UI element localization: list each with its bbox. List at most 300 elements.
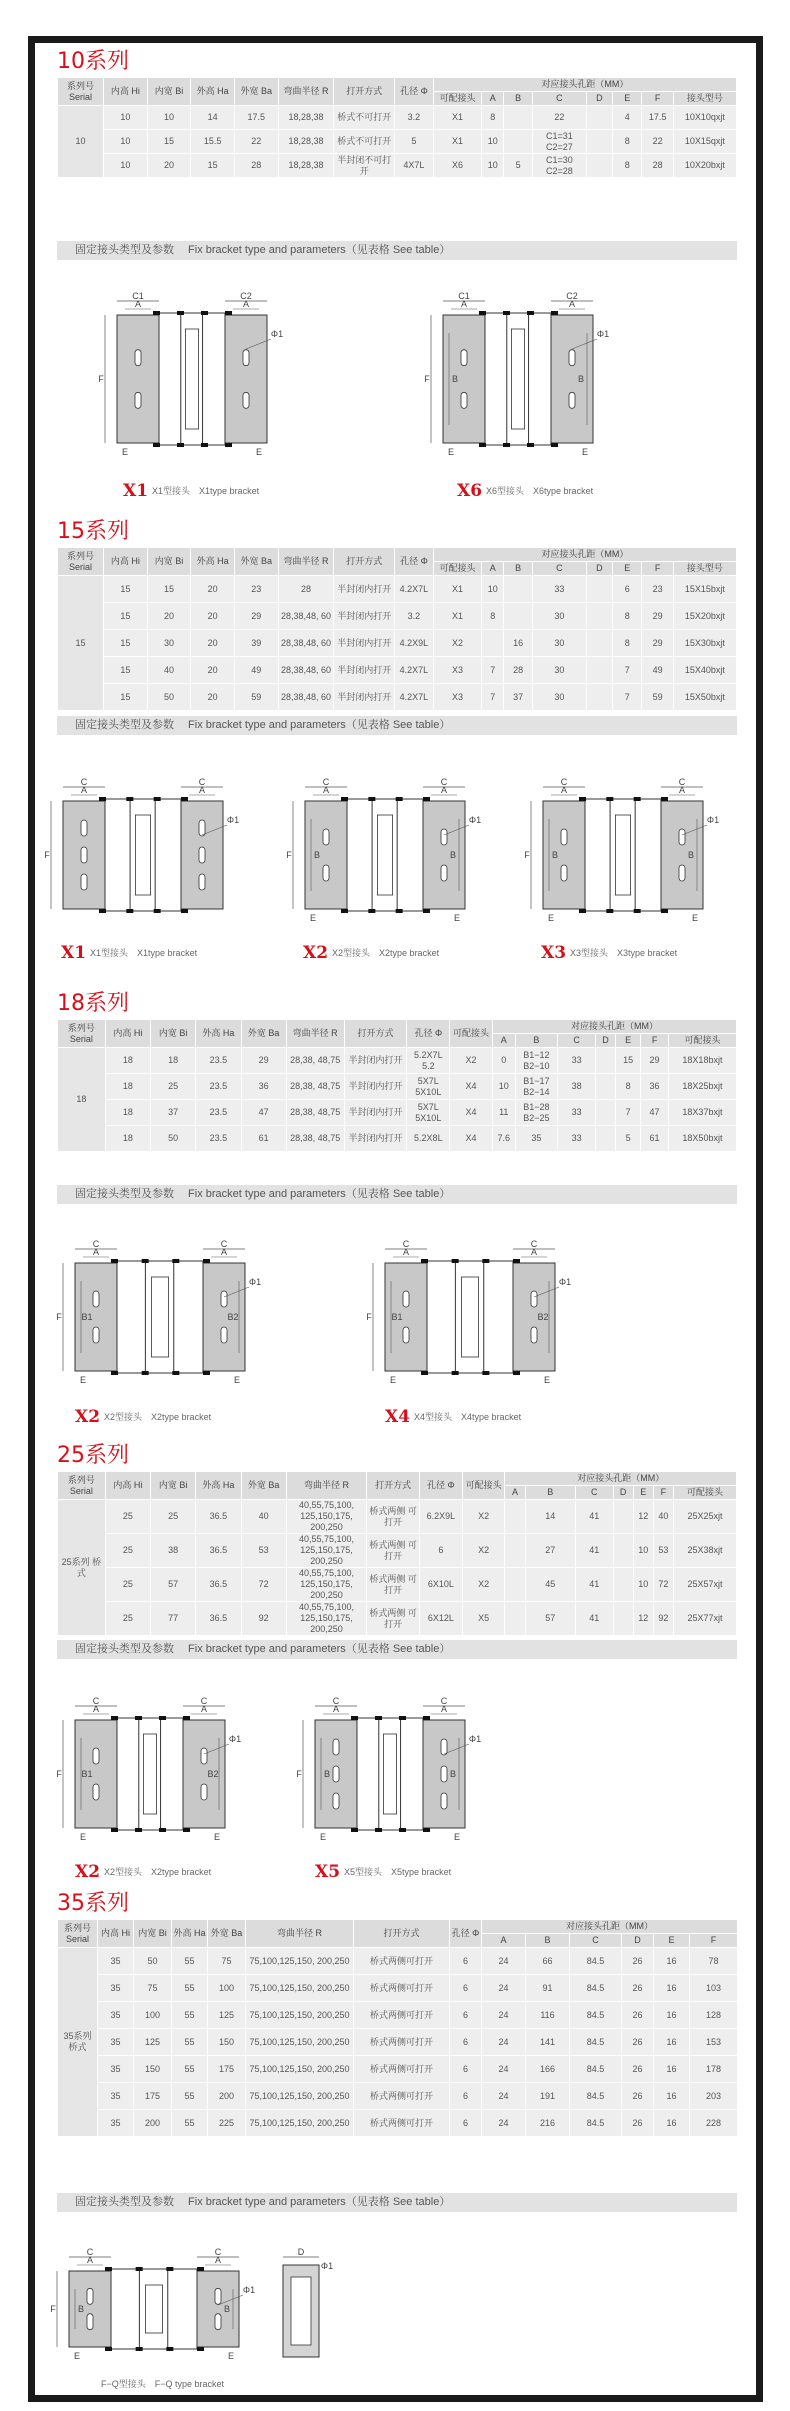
col-header: B — [525, 1486, 575, 1500]
table-cell: 半封闭内打开 — [344, 1074, 407, 1100]
table-cell: 178 — [690, 2056, 738, 2083]
table-cell: 0 — [492, 1048, 515, 1074]
serial-cell: 15 — [58, 576, 104, 711]
table-cell: 15 — [147, 130, 191, 154]
mount-hole — [561, 865, 567, 881]
table-cell: 55 — [172, 2110, 208, 2137]
bracket-diagram — [423, 293, 613, 463]
chain-pin — [513, 1371, 520, 1375]
dimension-label: B — [449, 1769, 457, 1779]
table-cell: X1 — [433, 130, 482, 154]
series-title: 35系列 — [57, 1891, 129, 1916]
link-window — [511, 329, 524, 429]
dimension-label: F — [424, 374, 430, 384]
series-title: 10系列 — [57, 49, 129, 74]
dimension-label: A — [214, 2255, 222, 2265]
dimension-label: F — [296, 1769, 302, 1779]
dimension-label: B — [577, 374, 585, 384]
table-cell: 28,38,48, 60 — [278, 630, 334, 657]
dimension-label: B — [313, 850, 321, 860]
chain-pin — [661, 797, 668, 801]
dimension-label: A — [92, 1704, 100, 1714]
table-cell: 16 — [654, 1975, 690, 2002]
fix-bracket-bar-10: 固定接头类型及参数 Fix bracket type and parameters（见表格 See table） — [57, 241, 737, 260]
group-header: 对应接头孔距（MM） — [433, 548, 736, 562]
col-header: 孔径 Φ — [450, 1920, 482, 1948]
chain-pin — [111, 1371, 118, 1375]
col-header: 孔径 Φ — [420, 1472, 463, 1500]
bracket-caption — [303, 943, 439, 963]
table-cell: 半封闭不可打开 — [334, 154, 395, 178]
col-header: 外宽 Ba — [241, 1472, 286, 1500]
group-header: 对应接头孔距（MM） — [482, 1920, 738, 1934]
col-header: E — [654, 1934, 690, 1948]
series-25 — [57, 1441, 757, 1636]
table-row — [58, 2056, 738, 2083]
chain-pin — [423, 1716, 430, 1720]
table-cell: 18,28,38 — [278, 130, 334, 154]
bracket-type-label: X4型接头 X4type bracket — [414, 1412, 522, 1422]
dimension-label: B — [223, 2304, 231, 2314]
table-cell: 15X30bxjt — [673, 630, 736, 657]
dimension-label: B — [451, 374, 459, 384]
table-cell: 18X37bxjt — [668, 1100, 736, 1126]
col-header: 打开方式 — [344, 1020, 407, 1048]
chain-pin — [111, 1828, 118, 1832]
table-cell: 6 — [613, 576, 642, 603]
chain-pin — [201, 443, 208, 447]
table-cell — [586, 576, 613, 603]
col-header: 孔径 Φ — [407, 1020, 450, 1048]
chain-pin — [197, 2347, 204, 2351]
table-cell: 10 — [147, 106, 191, 130]
table-cell: 25 — [105, 1602, 150, 1636]
series-10 — [57, 47, 757, 178]
col-header: 外高 Ha — [196, 1020, 241, 1048]
dimension-label: B1 — [81, 1312, 93, 1322]
table-cell: 35 — [98, 2083, 134, 2110]
dimension-label: C — [214, 2247, 222, 2257]
table-cell: 35 — [98, 1975, 134, 2002]
col-header: 打开方式 — [334, 548, 395, 576]
table-cell: 41 — [575, 1534, 613, 1568]
table-cell: 36.5 — [196, 1568, 241, 1602]
col-header: 外宽 Ba — [234, 548, 278, 576]
table-cell: 桥式两侧可打开 — [354, 2083, 450, 2110]
mount-hole — [403, 1291, 409, 1307]
chain-pin — [423, 797, 430, 801]
table-cell: 59 — [234, 684, 278, 711]
table-cell: 18X25bxjt — [668, 1074, 736, 1100]
chain-pin — [341, 797, 348, 801]
table-cell: 55 — [172, 2083, 208, 2110]
table-cell: 20 — [191, 603, 235, 630]
table-cell: 33 — [533, 576, 586, 603]
table-row — [58, 1048, 737, 1074]
mount-hole — [93, 1291, 99, 1307]
chain-pin — [154, 909, 161, 913]
table-cell — [595, 1074, 615, 1100]
table-cell — [586, 106, 613, 130]
table-cell: 40,55,75,100, 125,150,175, 200,250 — [286, 1534, 366, 1568]
dimension-label: A — [402, 1247, 410, 1257]
table-cell: 8 — [613, 130, 642, 154]
dimension-label: A — [80, 785, 88, 795]
table-row — [58, 2110, 738, 2137]
bracket-code: X2 — [303, 943, 329, 963]
table-cell: 桥式两侧可打开 — [354, 2110, 450, 2137]
bracket-diagram — [43, 779, 243, 929]
dimension-label: F — [56, 1769, 62, 1779]
chain-pin — [551, 311, 558, 315]
table-cell: 半封闭内打开 — [334, 630, 395, 657]
table-cell: 30 — [533, 684, 586, 711]
table-cell: 18,28,38 — [278, 106, 334, 130]
table-cell: 5 — [504, 154, 533, 178]
table-cell: 5.2X8L — [407, 1126, 450, 1152]
bracket-type-label: X6型接头 X6type bracket — [486, 486, 594, 496]
table-cell: 77 — [151, 1602, 196, 1636]
table-cell: 24 — [482, 2083, 526, 2110]
table-cell: 20 — [191, 630, 235, 657]
table-cell: 26 — [622, 2029, 654, 2056]
chain-pin — [527, 311, 534, 315]
col-header: 外宽 Ba — [241, 1020, 286, 1048]
table-cell: 8 — [613, 630, 642, 657]
serial-cell: 25系列 桥式 — [58, 1500, 106, 1636]
table-cell: 84.5 — [570, 2002, 622, 2029]
table-cell: 24 — [482, 2002, 526, 2029]
table-cell: 92 — [241, 1602, 286, 1636]
table-cell: 50 — [147, 684, 191, 711]
dimension-label: B — [449, 850, 457, 860]
dimension-label: C — [440, 777, 448, 787]
series-18 — [57, 989, 757, 1152]
dimension-label: E — [79, 1832, 87, 1842]
table-cell: 15 — [104, 576, 148, 603]
table-cell: 16 — [654, 2083, 690, 2110]
chain-pin — [421, 1259, 428, 1263]
table-cell: 40 — [653, 1500, 673, 1534]
table-cell: 15 — [104, 657, 148, 684]
col-header: 内宽 Bi — [147, 548, 191, 576]
table-cell: 53 — [653, 1534, 673, 1568]
table-cell — [613, 1602, 633, 1636]
mount-hole — [531, 1291, 537, 1307]
col-header: 内宽 Bi — [147, 78, 191, 106]
col-header: F — [641, 1034, 669, 1048]
col-header: A — [482, 562, 504, 576]
bracket-caption — [385, 1407, 521, 1427]
table-cell: 59 — [642, 684, 674, 711]
col-header: 外宽 Ba — [208, 1920, 246, 1948]
table-cell: 6 — [450, 2056, 482, 2083]
fix-bracket-bar-35: 固定接头类型及参数 Fix bracket type and parameters（见表格 See table） — [57, 2193, 737, 2212]
table-cell: 203 — [690, 2083, 738, 2110]
chain-pin — [201, 311, 208, 315]
chain-pin — [341, 909, 348, 913]
table-cell: 40,55,75,100, 125,150,175, 200,250 — [286, 1602, 366, 1636]
serial-cell: 35系列 桥式 — [58, 1948, 98, 2137]
table-cell: 78 — [690, 1948, 738, 1975]
table-cell: 35 — [98, 2110, 134, 2137]
bracket-diagram — [97, 293, 287, 463]
table-cell: 28,38, 48,75 — [286, 1100, 344, 1126]
table-cell: 38 — [558, 1074, 596, 1100]
table-cell: 10 — [104, 130, 148, 154]
table-row — [58, 630, 737, 657]
table-cell: 12 — [633, 1602, 653, 1636]
chain-pin — [351, 1716, 358, 1720]
chain-pin — [142, 1371, 149, 1375]
spec-table-18 — [57, 1019, 737, 1152]
table-cell: 150 — [134, 2056, 172, 2083]
dimension-label: C — [86, 2247, 94, 2257]
bracket-code: X1 — [123, 481, 149, 501]
table-cell: 41 — [575, 1568, 613, 1602]
dimension-label: C — [678, 777, 686, 787]
col-header: 弯曲半径 R — [286, 1472, 366, 1500]
table-cell: 10 — [633, 1534, 653, 1568]
dimension-label: C — [200, 1696, 208, 1706]
table-row — [58, 130, 737, 154]
table-cell: 29 — [234, 603, 278, 630]
table-cell: 37 — [504, 684, 533, 711]
table-cell: 75 — [134, 1975, 172, 2002]
chain-pin — [142, 1259, 149, 1263]
chain-pin — [136, 2347, 143, 2351]
dimension-label: A — [92, 1247, 100, 1257]
table-cell: X3 — [433, 657, 482, 684]
table-cell: 49 — [234, 657, 278, 684]
dimension-label: E — [213, 1832, 221, 1842]
col-header: B — [526, 1934, 570, 1948]
table-cell: 35 — [515, 1126, 558, 1152]
table-cell: 10 — [482, 154, 504, 178]
table-cell: 28 — [504, 657, 533, 684]
chain-pin — [166, 2347, 173, 2351]
table-cell: 16 — [654, 2029, 690, 2056]
mount-hole — [441, 1793, 447, 1809]
table-cell: 28,38,48, 60 — [278, 684, 334, 711]
dimension-label: A — [86, 2255, 94, 2265]
table-row — [58, 684, 737, 711]
col-header: 可配接头 — [433, 92, 482, 106]
link-window — [135, 815, 150, 895]
table-cell: 半封闭内打开 — [344, 1126, 407, 1152]
col-header: 外宽 Ba — [234, 78, 278, 106]
table-cell: 6.2X9L — [420, 1500, 463, 1534]
dimension-label: B — [687, 850, 695, 860]
table-cell: 桥式两侧 可打开 — [367, 1500, 420, 1534]
table-cell: 4.2X7L — [395, 684, 434, 711]
table-cell: 30 — [533, 657, 586, 684]
spec-table-35 — [57, 1919, 738, 2137]
table-cell: X4 — [450, 1074, 493, 1100]
chain-pin — [503, 311, 510, 315]
col-header: 内高 Hi — [105, 1020, 150, 1048]
dimension-label: Φ1 — [320, 2261, 334, 2271]
bracket-code: X5 — [315, 1862, 341, 1882]
table-cell: 23 — [642, 576, 674, 603]
dimension-label: Φ1 — [226, 815, 240, 825]
table-cell: 15 — [147, 576, 191, 603]
table-cell: X4 — [450, 1100, 493, 1126]
table-cell: 25X38xjt — [673, 1534, 736, 1568]
chain-pin — [423, 1828, 430, 1832]
mount-hole — [333, 1739, 339, 1755]
col-header: E — [613, 562, 642, 576]
table-cell: X2 — [462, 1568, 505, 1602]
chain-pin — [153, 443, 160, 447]
link-window — [151, 1277, 168, 1357]
table-cell: 5.2X7L 5.2 — [407, 1048, 450, 1074]
col-header: E — [616, 1034, 641, 1048]
table-cell: 11 — [492, 1100, 515, 1126]
chain-pin — [159, 1716, 166, 1720]
bracket-code: X3 — [541, 943, 567, 963]
left-bracket — [117, 315, 159, 443]
table-cell: 桥式两侧可打开 — [354, 2002, 450, 2029]
table-cell: 37 — [151, 1100, 196, 1126]
dimension-label: A — [560, 785, 568, 795]
col-header: 系列号 Serial — [58, 548, 104, 576]
bracket-code: X6 — [457, 481, 483, 501]
table-cell: X6 — [433, 154, 482, 178]
table-cell: 6 — [420, 1534, 463, 1568]
table-cell: 166 — [526, 2056, 570, 2083]
dimension-label: C — [220, 1239, 228, 1249]
table-cell: 23.5 — [196, 1100, 241, 1126]
table-cell — [613, 1568, 633, 1602]
table-row — [58, 603, 737, 630]
chain-pin — [634, 909, 641, 913]
table-cell: 150 — [208, 2029, 246, 2056]
side-window — [291, 2277, 311, 2345]
mount-hole — [461, 350, 467, 366]
table-cell: 15 — [191, 154, 235, 178]
table-cell: 10 — [482, 130, 504, 154]
table-cell: 18 — [105, 1126, 150, 1152]
table-cell: 27 — [525, 1534, 575, 1568]
col-header: C — [558, 1034, 596, 1048]
series-title: 15系列 — [57, 519, 129, 544]
table-cell — [505, 1602, 525, 1636]
chain-pin — [177, 311, 184, 315]
table-cell: 100 — [134, 2002, 172, 2029]
link-window — [185, 329, 198, 429]
table-row — [58, 106, 737, 130]
table-cell: 35 — [98, 2056, 134, 2083]
table-cell: 半封闭内打开 — [344, 1048, 407, 1074]
mount-hole — [243, 392, 249, 408]
bracket-caption — [75, 1407, 211, 1427]
dimension-label: A — [530, 1247, 538, 1257]
table-cell: 22 — [533, 106, 586, 130]
dimension-label: E — [233, 1375, 241, 1385]
diagram-area-18 — [35, 1211, 756, 1437]
mount-hole — [81, 847, 87, 863]
col-header: D — [622, 1934, 654, 1948]
table-cell: 25X25xjt — [673, 1500, 736, 1534]
dimension-label: C — [322, 777, 330, 787]
bracket-diagram — [55, 1698, 245, 1848]
col-header: C — [533, 562, 586, 576]
chain-pin — [396, 909, 403, 913]
col-header: F — [653, 1486, 673, 1500]
table-cell: 28 — [642, 154, 674, 178]
table-cell: B1−12 B2−10 — [515, 1048, 558, 1074]
dimension-label: E — [73, 2351, 81, 2361]
dimension-label: E — [453, 913, 461, 923]
chain-pin — [661, 909, 668, 913]
table-cell: 200 — [208, 2083, 246, 2110]
mount-hole — [531, 1327, 537, 1343]
table-cell: X2 — [433, 630, 482, 657]
table-cell: 84.5 — [570, 1948, 622, 1975]
table-cell: 29 — [642, 603, 674, 630]
table-cell: 24 — [482, 2110, 526, 2137]
table-cell: 66 — [526, 1948, 570, 1975]
table-cell: 55 — [172, 2029, 208, 2056]
table-cell: 7 — [613, 657, 642, 684]
col-header: F — [642, 562, 674, 576]
table-cell — [504, 130, 533, 154]
chain-pin — [503, 443, 510, 447]
table-cell: 75,100,125,150, 200,250 — [246, 2110, 354, 2137]
series-35 — [57, 1889, 757, 2137]
table-cell: 15X20bxjt — [673, 603, 736, 630]
table-cell: 6 — [450, 2110, 482, 2137]
chain-pin — [479, 311, 486, 315]
dimension-label: C — [92, 1696, 100, 1706]
col-header: 系列号 Serial — [58, 1020, 106, 1048]
table-cell: 5 — [395, 130, 434, 154]
bracket-type-label: X2型接头 X2type bracket — [104, 1412, 212, 1422]
dimension-label: E — [121, 447, 129, 457]
col-header: 接头型号 — [673, 92, 736, 106]
dimension-label: A — [332, 1704, 340, 1714]
table-cell: 10X20bxjt — [673, 154, 736, 178]
col-header: D — [613, 1486, 633, 1500]
chain-pin — [99, 909, 106, 913]
bracket-caption — [457, 481, 593, 501]
table-cell — [595, 1126, 615, 1152]
dimension-label: F — [56, 1312, 62, 1322]
dimension-label: F — [366, 1312, 372, 1322]
table-row — [58, 1126, 737, 1152]
bracket-diagram — [49, 2249, 259, 2367]
table-cell: B1−28 B2−25 — [515, 1100, 558, 1126]
table-cell: 55 — [172, 2002, 208, 2029]
table-cell — [595, 1048, 615, 1074]
table-cell: 61 — [241, 1126, 286, 1152]
mount-hole — [323, 865, 329, 881]
chain-pin — [225, 311, 232, 315]
chain-pin — [166, 2267, 173, 2271]
mount-hole — [569, 350, 575, 366]
col-header: 弯曲半径 R — [278, 78, 334, 106]
bracket-diagram — [295, 1698, 485, 1848]
page-frame — [28, 36, 763, 2402]
col-header: B — [504, 562, 533, 576]
group-header: 对应接头孔距（MM） — [505, 1472, 737, 1486]
bracket-code: X4 — [385, 1407, 411, 1427]
table-cell: 桥式两侧可打开 — [354, 2029, 450, 2056]
chain-pin — [203, 1259, 210, 1263]
dimension-label: Φ1 — [468, 815, 482, 825]
table-cell: 23 — [234, 576, 278, 603]
